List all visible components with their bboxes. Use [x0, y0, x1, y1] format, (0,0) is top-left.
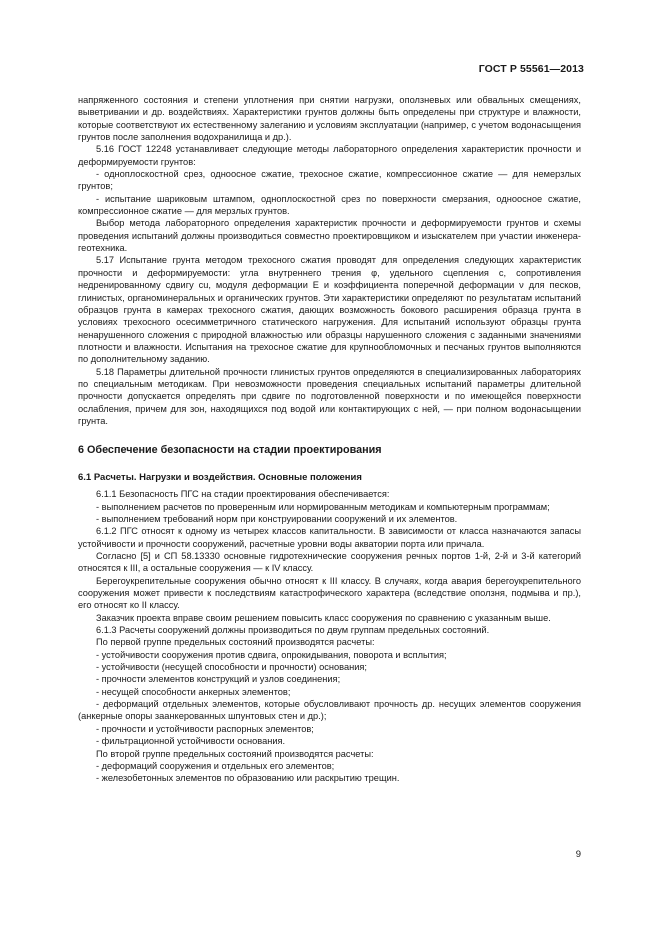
- paragraph: 5.16 ГОСТ 12248 устанавливает следующие методы лабораторного определения характеристик прочности и деформируемости грунтов:: [78, 144, 581, 167]
- paragraph: Согласно [5] и СП 58.13330 основные гидротехнические сооружения речных портов 1-й, 2-й и 3-й категорий относятся к III, а остальные сооружения — к IV классу.: [78, 551, 581, 574]
- list-item: - железобетонных элементов по образованию или раскрытию трещин.: [96, 773, 400, 784]
- paragraph: Выбор метода лабораторного определения характеристик прочности и деформируемости грунтов и схемы проведения испытаний должны производиться совместно проектировщиком и изыскателем при участии инженера-геотехника.: [78, 218, 581, 254]
- list-item: - прочности и устойчивости распорных элементов;: [96, 723, 314, 734]
- list-item: - выполнением требований норм при конструировании сооружений и их элементов.: [96, 513, 458, 524]
- list-item: - устойчивости (несущей способности и прочности) основания;: [96, 662, 367, 673]
- paragraph: 6.1.3 Расчеты сооружений должны производиться по двум группам предельных состояний.: [96, 625, 490, 636]
- paragraph: Берегоукрепительные сооружения обычно относят к III классу. В случаях, когда авария берегоукрепительного сооружения может привести к последствиям катастрофического характера (вследствие оползня, подмыва и пр.), его относят ко II классу.: [78, 575, 581, 611]
- paragraph: По второй группе предельных состояний производятся расчеты:: [96, 748, 374, 759]
- paragraph: Заказчик проекта вправе своим решением повысить класс сооружения по сравнению с указанным выше.: [96, 612, 551, 623]
- paragraph: 6.1.2 ПГС относят к одному из четырех классов капитальности. В зависимости от класса назначаются запасы устойчивости и прочности сооружений, расчетные уровни воды акватории порта или причала.: [78, 526, 581, 549]
- document-body: [78, 94, 581, 785]
- list-item: - устойчивости сооружения против сдвига, опрокидывания, поворота и всплытия;: [96, 649, 447, 660]
- list-item: - несущей способности анкерных элементов;: [96, 686, 291, 697]
- section-title: 6 Обеспечение безопасности на стадии проектирования: [78, 444, 382, 457]
- paragraph: напряженного состояния и степени уплотнения при снятии нагрузки, оползневых или обвальных смещениях, выветривании и др. воздействиях. Характеристики грунтов должны быть определены при структуре и влажности, которые соответствуют их естественному залеганию и условиям эксплуатации (например, с учетом водонасыщения грунтов после заполнения водохранилища и др.).: [78, 95, 581, 143]
- list-item: - выполнением расчетов по проверенным или нормированным методикам и компьютерным программам;: [96, 501, 550, 512]
- list-item: - одноплоскостной срез, одноосное сжатие, трехосное сжатие, компрессионное сжатие — для немерзлых грунтов;: [78, 169, 581, 192]
- list-item: - деформаций сооружения и отдельных его элементов;: [96, 760, 335, 771]
- list-item: - фильтрационной устойчивости основания.: [96, 736, 286, 747]
- paragraph: По первой группе предельных состояний производятся расчеты:: [96, 637, 375, 648]
- paragraph: 6.1.1 Безопасность ПГС на стадии проектирования обеспечивается:: [96, 489, 390, 500]
- list-item: - деформаций отдельных элементов, которые обусловливают прочность др. несущих элементов сооружения (анкерные опоры заанкерованных шпунтовых стен и др.);: [78, 699, 581, 722]
- paragraph: 5.17 Испытание грунта методом трехосного сжатия проводят для определения следующих характеристик прочности и деформируемости: угла внутреннего трения φ, удельного сцепления c, сопротивления недренированному сдвигу cu, модуля деформации E и коэффициента поперечной деформации ν для песков, глинистых, органоминеральных и органических грунтов. Эти характеристики определяют по результатам испытаний образцов грунта в камерах трехосного сжатия, дающих возможность бокового расширения образца грунта в условиях трехосного осесимметричного статического нагружения. Для испытаний используют образцы грунта ненарушенного сложения с природной влажностью или образцы нарушенного сложения с заданными значениями плотности и влажности. Испытания на трехосное сжатие для крупнообломочных и песчаных грунтов выполняются по дополнительному заданию.: [78, 255, 581, 365]
- list-item: - прочности элементов конструкций и узлов соединения;: [96, 674, 341, 685]
- paragraph: 5.18 Параметры длительной прочности глинистых грунтов определяются в специализированных лабораториях по специальным методикам. При невозможности проведения специальных испытаний параметры длительной прочности допускается определять при сдвиге по подготовленной поверхности и по имеющейся поверхности ослабления, причем для зон, находящихся под водой или контактирующих с ней, — при полном водонасыщении грунта.: [78, 366, 581, 426]
- list-item: - испытание шариковым штампом, одноплоскостной срез по поверхности смерзания, одноосное сжатие, компрессионное сжатие — для мерзлых грунтов.: [78, 193, 581, 217]
- page-number: 9: [575, 849, 581, 860]
- document-header-code: ГОСТ Р 55561—2013: [478, 63, 584, 75]
- subsection-title: 6.1 Расчеты. Нагрузки и воздействия. Основные положения: [78, 472, 362, 484]
